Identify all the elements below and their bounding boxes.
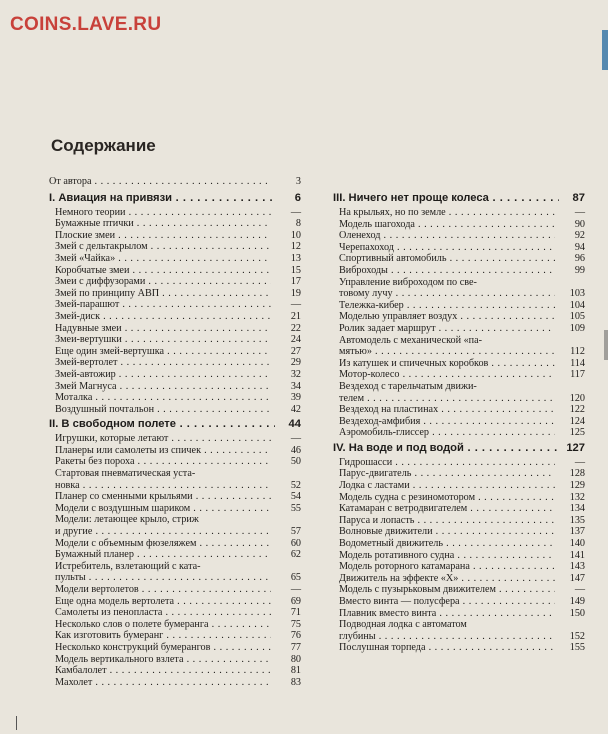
toc-entry [49, 288, 301, 300]
toc-entry-title: Управление виброходом по све- [339, 276, 477, 288]
toc-entry [49, 381, 301, 393]
toc-entry [49, 491, 301, 503]
toc-page-number: 83 [290, 676, 301, 688]
toc-page-number: 65 [290, 572, 301, 584]
toc-page-number: 129 [569, 480, 585, 492]
toc-page-number: 109 [569, 322, 585, 334]
toc-entry [49, 445, 301, 457]
toc-entry [49, 677, 301, 689]
toc-entry [49, 369, 301, 381]
toc-page-number: 17 [290, 276, 301, 288]
toc-entry [333, 369, 585, 381]
toc-page-number: — [290, 299, 301, 311]
toc-page-number: 77 [290, 641, 301, 653]
toc-entry [49, 323, 301, 335]
toc-page-number: 87 [572, 192, 585, 204]
toc-page-number: 29 [290, 357, 301, 369]
toc-entry-title: Послушная торпеда . . . [339, 642, 555, 654]
toc-entry [333, 503, 585, 515]
toc-entry-title: Игрушки, которые летают . . . [55, 433, 271, 445]
toc-entry [333, 393, 585, 405]
toc-entry-title: Махолет . . . [55, 677, 271, 689]
toc-entry-title: Модели с воздушным шариком . . . [55, 503, 271, 515]
toc-entry [49, 654, 301, 666]
toc-entry [333, 561, 585, 573]
toc-entry [333, 404, 585, 416]
toc-entry-title: Черепахоход . . . [339, 242, 555, 254]
toc-entry [333, 253, 585, 265]
toc-page-number: 112 [570, 346, 585, 358]
toc-entry-title: Змей по принципу АВП . . . [55, 288, 271, 300]
toc-entry [49, 526, 301, 538]
toc-entry-title: Бумажные птички . . . [55, 218, 271, 230]
toc-page-number: 135 [569, 514, 585, 526]
toc-entry [333, 492, 585, 504]
margin-tick [16, 716, 17, 730]
toc-entry-title: мятью» . . . [339, 346, 555, 358]
toc-entry-title: II. В свободном полете . . . [49, 418, 275, 431]
toc-entry [49, 299, 301, 311]
toc-page-number: 124 [569, 415, 585, 427]
toc-entry-title: Бумажный планер . . . [55, 549, 271, 561]
toc-entry-title: Змей-вертолет . . . [55, 357, 271, 369]
toc-entry [333, 300, 585, 312]
toc-page-number: 103 [569, 288, 585, 300]
toc-entry-title: Самолеты из пенопласта . . . [55, 607, 271, 619]
toc-entry [333, 642, 585, 654]
toc-entry-title: Истребитель, взлетающий с ката- [55, 560, 201, 572]
toc-entry-title: Плоские змеи . . . [55, 230, 271, 242]
toc-entry-title: Модели: летающее крыло, стриж [55, 514, 199, 526]
toc-entry-title: Волновые движители . . . [339, 526, 555, 538]
toc-entry-title: Змей-парашют . . . [55, 299, 271, 311]
toc-chapter [333, 192, 585, 205]
toc-entry-title: Из катушек и спичечных коробков . . . [339, 358, 555, 370]
toc-entry-title: Несколько слов о полете бумеранга . . . [55, 619, 271, 631]
toc-entry-title: IV. На воде и под водой . . . [333, 442, 559, 455]
toc-entry-title: I. Авиация на привязи . . . [49, 192, 275, 205]
toc-page-number: 44 [288, 418, 301, 431]
toc-entry [333, 619, 585, 631]
toc-page-number: 52 [290, 479, 301, 491]
toc-page-number: — [290, 206, 301, 218]
toc-entry [49, 334, 301, 346]
toc-page-number: 143 [569, 561, 585, 573]
toc-page-number: 132 [569, 491, 585, 503]
toc-entry-title: Движитель на эффекте «Х» . . . [339, 573, 555, 585]
toc-page-number: 21 [290, 310, 301, 322]
toc-entry-title: Аэромобиль-глиссер . . . [339, 427, 555, 439]
toc-entry-title: Змей-диск . . . [55, 311, 271, 323]
toc-entry-title: Змей Магнуса . . . [55, 381, 271, 393]
toc-entry-title: Несколько конструкций бумерангов . . . [55, 642, 271, 654]
toc-page-number: 10 [290, 229, 301, 241]
toc-column-left [49, 176, 301, 688]
toc-entry-title: Воздушный почтальон . . . [55, 404, 271, 416]
toc-entry-title: Вездеход на пластинах . . . [339, 404, 555, 416]
toc-chapter [333, 442, 585, 455]
toc-entry [333, 573, 585, 585]
toc-entry-title: Вездеход-амфибия . . . [339, 416, 555, 428]
toc-entry [49, 607, 301, 619]
toc-entry [333, 526, 585, 538]
toc-entry [333, 608, 585, 620]
page-edge-mark [602, 30, 608, 70]
toc-page-number: 134 [569, 503, 585, 515]
toc-entry [49, 572, 301, 584]
toc-entry-title: Модели вертолетов . . . [55, 584, 271, 596]
toc-entry-title: Еще одна модель вертолета . . . [55, 596, 271, 608]
toc-page-number: 6 [294, 191, 301, 204]
toc-entry [333, 596, 585, 608]
toc-entry [49, 642, 301, 654]
toc-entry [49, 230, 301, 242]
toc-entry [49, 404, 301, 416]
toc-page-number: 24 [290, 334, 301, 346]
toc-entry-title: товому лучу . . . [339, 288, 555, 300]
toc-page-number: 150 [569, 607, 585, 619]
toc-page-number: 32 [290, 368, 301, 380]
toc-entry-title: Модели с объемным фюзеляжем . . . [55, 538, 271, 550]
toc-entry-title: Моталка . . . [55, 392, 271, 404]
toc-page-number: 141 [569, 549, 585, 561]
toc-entry-title: На крыльях, но по земле . . . [339, 207, 555, 219]
toc-entry-title: Вместо винта — полусфера . . . [339, 596, 555, 608]
toc-entry-title: Модель вертикального взлета . . . [55, 654, 271, 666]
toc-page-number: 81 [290, 665, 301, 677]
toc-entry [49, 596, 301, 608]
toc-page-number: 75 [290, 618, 301, 630]
page-edge-shadow [604, 330, 608, 360]
toc-page-number: 8 [295, 218, 301, 230]
toc-entry-title: Паруса и лопасть . . . [339, 515, 555, 527]
toc-page-number: 152 [569, 630, 585, 642]
toc-entry-title: Автомодель с механической «па- [339, 334, 483, 346]
toc-entry-title: III. Ничего нет проще колеса . . . [333, 192, 559, 205]
toc-entry [49, 503, 301, 515]
toc-entry [49, 218, 301, 230]
toc-page-number: 76 [290, 630, 301, 642]
toc-entry [333, 468, 585, 480]
toc-page-number: 54 [290, 491, 301, 503]
toc-entry-title: Камбалолет . . . [55, 665, 271, 677]
toc-entry-title: Немного теории . . . [55, 207, 271, 219]
toc-page-number: 19 [290, 287, 301, 299]
toc-entry [49, 241, 301, 253]
toc-page-number: 57 [290, 526, 301, 538]
toc-entry [49, 538, 301, 550]
toc-entry-title: Оленеход . . . [339, 230, 555, 242]
toc-entry [333, 515, 585, 527]
toc-page-number: 50 [290, 456, 301, 468]
toc-entry [333, 538, 585, 550]
toc-entry-title: Плавник вместо винта . . . [339, 608, 555, 620]
toc-entry [49, 665, 301, 677]
toc-page-number: — [574, 207, 585, 218]
toc-entry [49, 480, 301, 492]
toc-entry-title: Парус-двигатель . . . [339, 468, 555, 480]
toc-entry [49, 456, 301, 468]
toc-entry [333, 207, 585, 219]
toc-entry [333, 335, 585, 347]
toc-entry-title: Змей с дельтакрылом . . . [55, 241, 271, 253]
toc-page-number: 149 [569, 596, 585, 607]
toc-page-number: 155 [569, 642, 585, 654]
toc-entry-title: Моделью управляет воздух . . . [339, 311, 555, 323]
toc-entry [333, 584, 585, 596]
toc-entry [333, 358, 585, 370]
toc-entry [49, 468, 301, 480]
toc-chapter [49, 418, 301, 431]
toc-page-number: 104 [569, 299, 585, 311]
toc-page-number: 27 [290, 345, 301, 357]
toc-entry [49, 346, 301, 358]
toc-entry-title: Змеи-вертушки . . . [55, 334, 271, 346]
toc-entry-title: Катамаран с ветродвигателем . . . [339, 503, 555, 515]
toc-page-number: 137 [569, 526, 585, 538]
toc-page-number: 34 [290, 380, 301, 392]
toc-entry [49, 514, 301, 526]
toc-entry [333, 416, 585, 428]
toc-entry [49, 253, 301, 265]
toc-page-number: 39 [290, 392, 301, 404]
toc-entry [49, 311, 301, 323]
toc-entry-title: Еще один змей-вертушка . . . [55, 346, 271, 358]
toc-entry [49, 265, 301, 277]
toc-page-number: 46 [290, 444, 301, 456]
toc-entry [333, 230, 585, 242]
toc-entry-title: От автора . . . [49, 176, 271, 188]
toc-page-number: 120 [569, 392, 585, 404]
toc-entry-title: Надувные змеи . . . [55, 323, 271, 335]
toc-entry-title: пульты . . . [55, 572, 271, 584]
toc-entry [49, 630, 301, 642]
toc-entry-title: Коробчатые змеи . . . [55, 265, 271, 277]
toc-entry-title: Модель с пузырьковым движителем . . . [339, 584, 555, 596]
toc-entry [333, 219, 585, 231]
toc-entry-title: Модель судна с резиномотором . . . [339, 492, 555, 504]
toc-page-number: 105 [569, 311, 585, 323]
toc-entry-title: Модель роторного катамарана . . . [339, 561, 555, 573]
toc-entry-title: Гидрошасси . . . [339, 457, 555, 469]
toc-entry [49, 561, 301, 573]
toc-entry [333, 346, 585, 358]
toc-entry-title: Мотор-колесо . . . [339, 369, 555, 381]
toc-entry-title: Ролик задает маршрут . . . [339, 323, 555, 335]
toc-entry-title: Модель ротативного судна . . . [339, 550, 555, 562]
toc-page-number: 117 [570, 369, 585, 381]
toc-column-right [333, 192, 585, 654]
toc-entry [333, 427, 585, 439]
toc-entry-title: Тележка-кибер . . . [339, 300, 555, 312]
toc-entry [333, 631, 585, 643]
toc-entry [333, 288, 585, 300]
toc-page-number: 60 [290, 537, 301, 549]
toc-page-number: 147 [569, 572, 585, 584]
toc-entry-title: новка . . . [55, 480, 271, 492]
toc-entry [49, 392, 301, 404]
toc-page-number: — [290, 433, 301, 445]
toc-entry [49, 549, 301, 561]
toc-entry [333, 480, 585, 492]
toc-page-number: 96 [574, 253, 585, 265]
toc-page-number: — [574, 456, 585, 468]
toc-entry [49, 276, 301, 288]
toc-page-number: 125 [569, 427, 585, 439]
toc-entry [333, 457, 585, 469]
toc-entry [333, 323, 585, 335]
toc-entry-title: Змей-автожир . . . [55, 369, 271, 381]
toc-entry-title: Модель шагохода . . . [339, 219, 555, 231]
page-title: Содержание [51, 136, 156, 155]
toc-entry-title: Ракеты без пороха . . . [55, 456, 271, 468]
toc-page-number: 122 [569, 404, 585, 416]
toc-entry [49, 357, 301, 369]
toc-entry [333, 311, 585, 323]
toc-page-number: 13 [290, 252, 301, 264]
toc-entry-title: телем . . . [339, 393, 555, 405]
toc-entry-title: Как изготовить бумеранг . . . [55, 630, 271, 642]
toc-page-number: 69 [290, 595, 301, 607]
toc-page-number: 80 [290, 653, 301, 665]
toc-entry-title: глубины . . . [339, 631, 555, 643]
toc-entry-title: Спортивный автомобиль . . . [339, 253, 555, 265]
toc-page-number: 55 [290, 502, 301, 514]
toc-entry-title: Змеи с диффузорами . . . [55, 276, 271, 288]
toc-page-number: 3 [295, 176, 301, 187]
toc-chapter [49, 192, 301, 205]
toc-page-number: 128 [569, 468, 585, 480]
toc-page-number: 114 [570, 357, 585, 369]
toc-page-number: 94 [574, 241, 585, 253]
toc-page-number: 12 [290, 241, 301, 253]
toc-page-number: 71 [290, 607, 301, 619]
toc-page-number: 140 [569, 538, 585, 550]
toc-page-number: 62 [290, 549, 301, 561]
toc-entry [49, 584, 301, 596]
toc-page-number: — [574, 584, 585, 596]
toc-page-number: 90 [574, 218, 585, 230]
toc-entry [333, 381, 585, 393]
toc-entry-title: и другие . . . [55, 526, 271, 538]
toc-entry-title: Планер со сменными крыльями . . . [55, 491, 271, 503]
toc-page-number: 99 [574, 264, 585, 276]
toc-entry-title: Лодка с ластами . . . [339, 480, 555, 492]
toc-page-number: 92 [574, 230, 585, 242]
toc-entry [333, 277, 585, 289]
toc-entry [49, 619, 301, 631]
toc-entry-title: Вездеход с тарельчатым движи- [339, 380, 477, 392]
toc-page-number: 42 [290, 403, 301, 415]
toc-page-number: 127 [566, 441, 585, 454]
toc-entry-title: Водометный движитель . . . [339, 538, 555, 550]
toc-entry-title: Стартовая пневматическая уста- [55, 468, 196, 480]
watermark-text: COINS.LAVE.RU [10, 14, 162, 35]
toc-entry [49, 433, 301, 445]
toc-entry-title: Змей «Чайка» . . . [55, 253, 271, 265]
toc-entry [333, 550, 585, 562]
toc-entry [49, 207, 301, 219]
toc-entry [49, 176, 301, 188]
toc-entry [333, 265, 585, 277]
toc-page-number: — [290, 584, 301, 595]
toc-page-number: 22 [290, 322, 301, 334]
toc-page-number: 15 [290, 264, 301, 276]
toc-entry-title: Подводная лодка с автоматом [339, 619, 467, 631]
toc-entry-title: Виброходы . . . [339, 265, 555, 277]
toc-entry [333, 242, 585, 254]
toc-entry-title: Планеры или самолеты из спичек . . . [55, 445, 271, 457]
